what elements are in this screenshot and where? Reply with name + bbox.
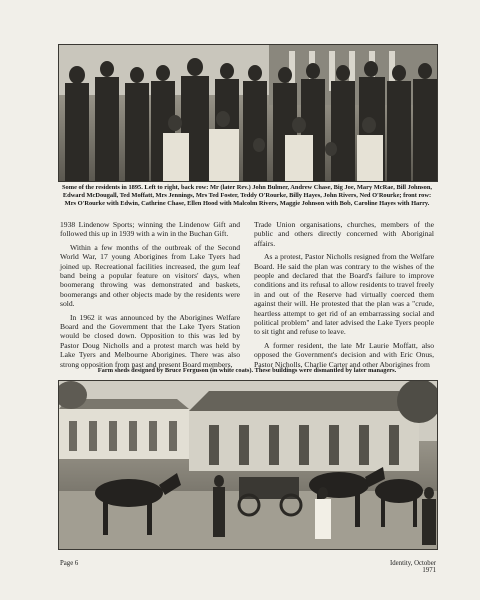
residents-photo-caption: Some of the residents in 1895. Left to right, back row: Mr (later Rev.) John Bulmer, Andrew Chase, Big Joe, Mary McRae, Bill Johnson, Edward McDougall, Ted Moffatt, Mrs Jennings, Mrs Ted Foster, Teddy O'Rourke, Billy Hayes, John Rivers, Ned O'Rourke; front row: Mrs O'Rourke with Edwin, Cathrine Chase, Ellen Hood with Malcolm Rivers, Maggie Johnson with Bob, Caroline Hayes with Harry. bbox=[62, 184, 432, 207]
issue-label: Identity, October 1971 bbox=[390, 560, 436, 574]
article-paragraph: As a protest, Pastor Nicholls resigned from the Welfare Board. He said the plan was contrary to the wishes of the people and declared that the Board's failure to improve conditions and its refusal to allow residents to travel freely in and out of the Reserve had virtually coerced them against their will. He protested that the plan was a "crude, heartless attempt to get rid of an embarrassing social and political problem" and later advised the Lake Tyers people to sit tight and refuse to leave. bbox=[254, 252, 434, 337]
page-number: Page 6 bbox=[60, 560, 79, 567]
farm-sheds-photo bbox=[58, 380, 438, 550]
article-column-left bbox=[60, 220, 240, 369]
article-column-right bbox=[254, 220, 434, 369]
article-paragraph: In 1962 it was announced by the Aborigines Welfare Board and the Government that the Lake Tyers Station would be closed down. Opposition to this was led by Pastor Doug Nicholls and a protest march was held by Lake Tyers and Melbourne Aborigines. There was also strong opposition from past and present Board members, bbox=[60, 312, 240, 369]
farm-sheds-photo-caption: Farm sheds designed by Bruce Ferguson (in white coats). These buildings were dismantled by later managers. bbox=[97, 367, 397, 374]
residents-1895-photo bbox=[58, 44, 438, 182]
article-paragraph: Within a few months of the outbreak of the Second World War, 17 young Aborigines from Lake Tyers had joined up. Recreational facilities increased, the gum leaf band being a popular feature on visitors' days, when boomerang throwing was demonstrated and baskets, boomerangs and other objects made by the residents were sold. bbox=[60, 242, 240, 309]
article-paragraph: 1938 Lindenow Sports; winning the Lindenow Gift and followed this up in 1939 with a win in the Buchan Gift. bbox=[60, 220, 240, 239]
article-paragraph: Trade Union organisations, churches, members of the public and others directly concerned with Aboriginal affairs. bbox=[254, 220, 434, 248]
article-paragraph: A former resident, the late Mr Laurie Moffatt, also opposed the Government's decision and with Eric Onus, Pastor Nicholls, Charlie Carter and other Aborigines from bbox=[254, 340, 434, 369]
